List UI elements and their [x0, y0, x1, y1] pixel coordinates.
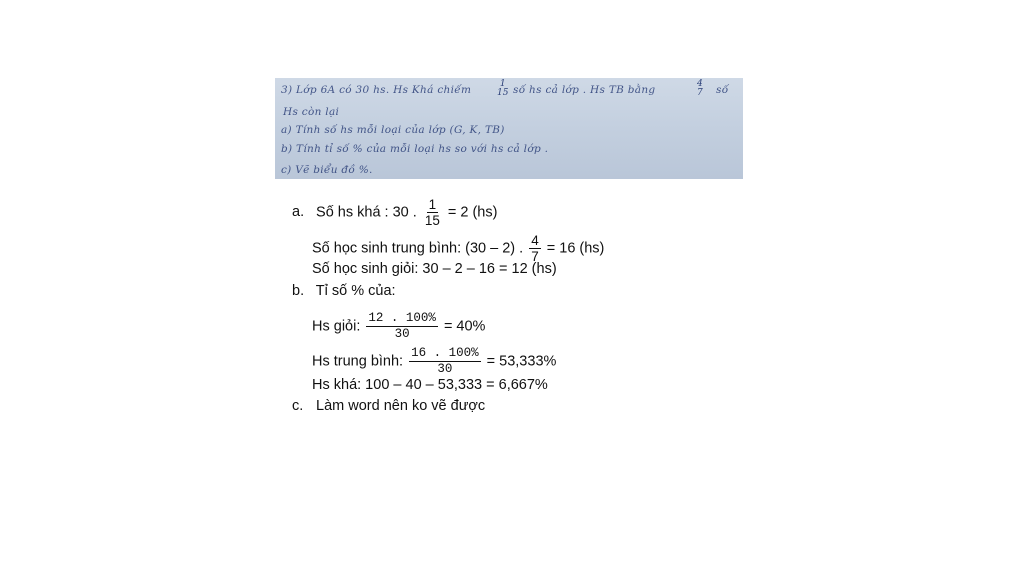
photo-fraction-2-den: 7 [697, 88, 703, 98]
photo-line-3: a) Tính số hs mỗi loại của lớp (G, K, TB) [281, 124, 505, 136]
b-tb-fraction [409, 346, 481, 377]
solution-a-gioi: Số học sinh giỏi: 30 – 2 – 16 = 12 (hs) [312, 261, 557, 277]
photo-fraction-1-num: 1 [499, 79, 506, 89]
tb-result: = 16 (hs) [546, 240, 605, 257]
solution-b-heading [292, 281, 396, 301]
solution-c [292, 396, 485, 416]
tb-fraction-num: 4 [531, 233, 539, 248]
b-heading: Tỉ số % của: [315, 283, 396, 299]
b-gioi-fraction-den: 30 [394, 327, 410, 341]
marker-b: b. [292, 283, 305, 299]
marker-a: a. [292, 204, 305, 221]
kha-result: = 2 (hs) [447, 204, 498, 221]
b-gioi-result: = 40% [443, 318, 486, 335]
solution-b-gioi [312, 311, 486, 341]
kha-fraction-num: 1 [428, 197, 437, 212]
photo-line-1: 3) Lớp 6A có 30 hs. Hs Khá chiếm [281, 84, 472, 96]
photo-line-2: Hs còn lại [283, 106, 340, 118]
b-gioi-fraction [366, 311, 438, 342]
marker-c: c. [292, 398, 304, 414]
b-gioi-prefix: Hs giỏi: [312, 318, 361, 335]
solution-a-kha [292, 197, 498, 228]
solution-b-kha: Hs khá: 100 – 40 – 53,333 = 6,667% [312, 377, 548, 393]
photo-fraction-1-den: 15 [497, 88, 509, 98]
photo-line-1b: số hs cả lớp . Hs TB bằng [513, 84, 656, 96]
tb-fraction-den: 7 [531, 249, 539, 264]
b-gioi-fraction-num: 12 . 100% [368, 311, 436, 325]
photo-line-4: b) Tính tỉ số % của mỗi loại hs so với hs cả lớp . [281, 143, 549, 155]
solution-b-tb [312, 346, 557, 376]
b-tb-result: = 53,333% [486, 353, 557, 370]
kha-prefix: Số hs khá : 30 . [316, 204, 417, 221]
b-tb-fraction-num: 16 . 100% [411, 346, 479, 360]
photo-line-1c: số [716, 84, 729, 96]
photo-fraction-2-num: 4 [697, 79, 703, 89]
photo-line-5: c) Vẽ biểu đồ %. [281, 164, 373, 176]
c-text: Làm word nên ko vẽ được [316, 398, 486, 414]
tb-prefix: Số học sinh trung bình: (30 – 2) . [312, 240, 524, 257]
kha-fraction-den: 15 [424, 213, 440, 228]
solution-a-tb [312, 233, 605, 264]
b-tb-prefix: Hs trung bình: [312, 353, 404, 370]
kha-fraction [423, 197, 442, 228]
b-tb-fraction-den: 30 [437, 362, 453, 376]
